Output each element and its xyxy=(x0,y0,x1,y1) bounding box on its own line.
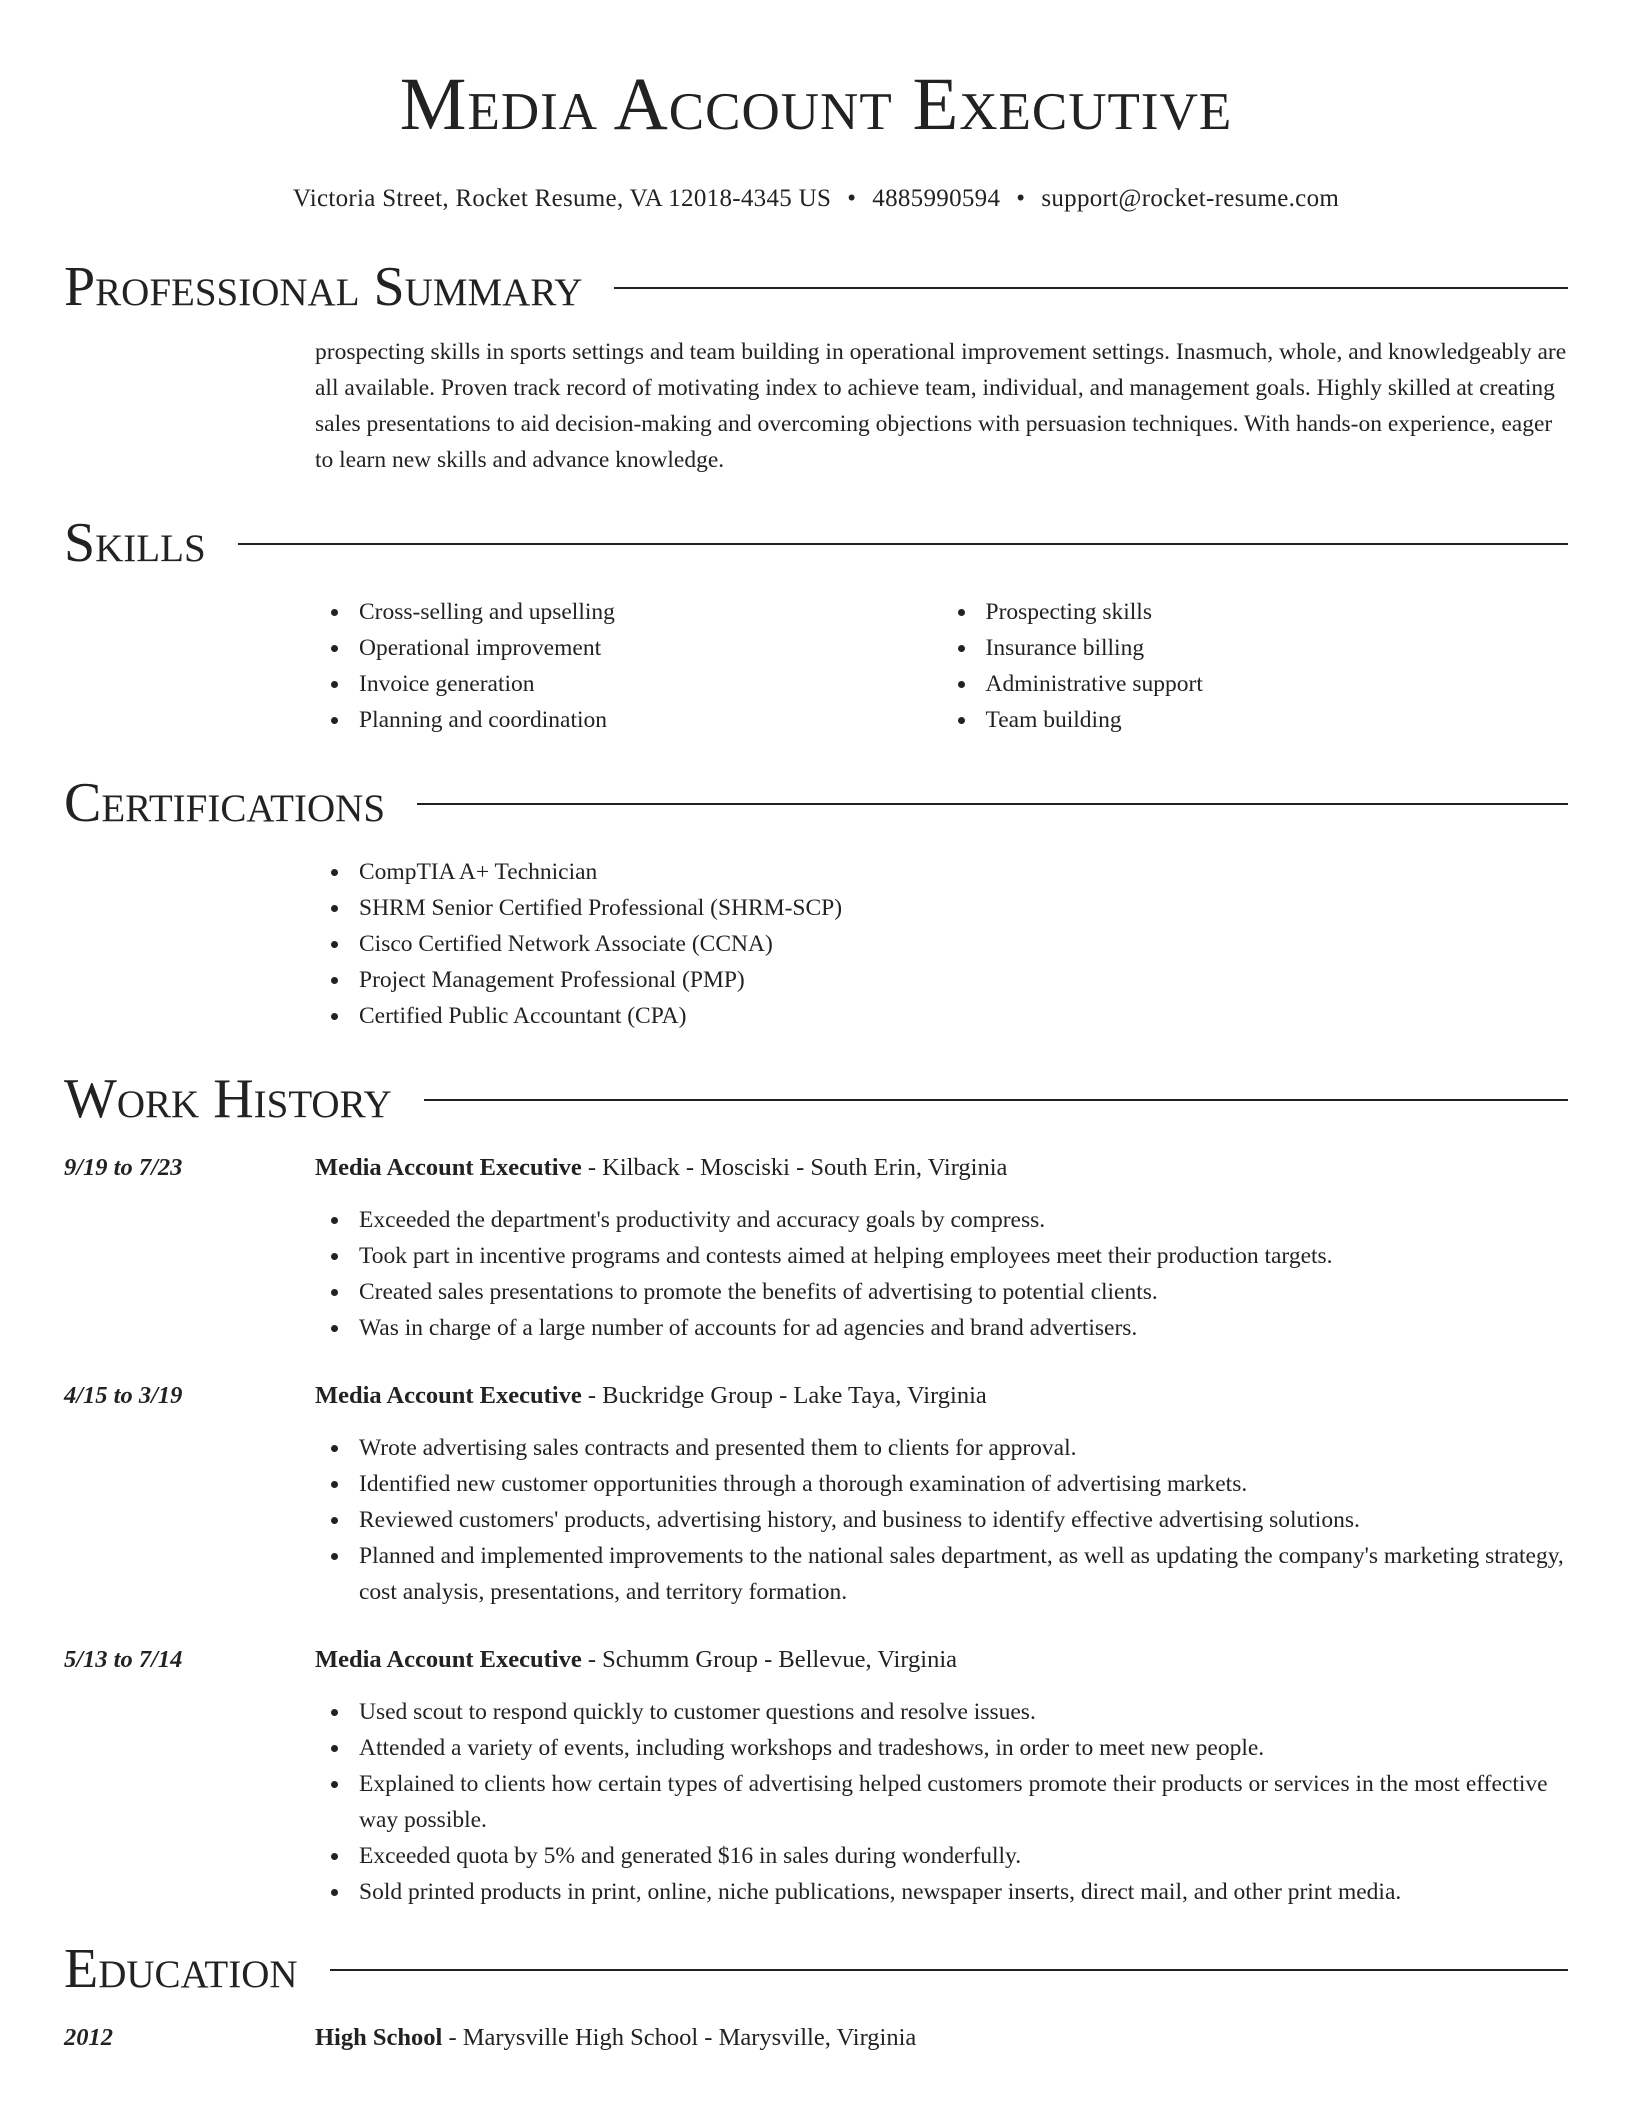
certification-item: CompTIA A+ Technician xyxy=(359,854,1568,890)
skill-item: Administrative support xyxy=(986,666,1569,702)
contact-email: support@rocket-resume.com xyxy=(1041,185,1340,212)
certifications-body xyxy=(315,854,1568,1034)
contact-address: Victoria Street, Rocket Resume, VA 12018-4345 US xyxy=(292,185,832,212)
education-degree: High School xyxy=(315,2024,443,2051)
skill-item: Planning and coordination xyxy=(359,702,942,738)
job-duty-item: Reviewed customers' products, advertising history, and business to identify effective advertising solutions. xyxy=(359,1502,1568,1538)
section-title-summary: Professional Summary xyxy=(64,256,583,318)
job-dates: 5/13 to 7/14 xyxy=(64,1646,183,1673)
job-header xyxy=(64,1378,1568,1414)
skill-item: Prospecting skills xyxy=(986,594,1569,630)
education-school: - Marysville High School - Marysville, Virginia xyxy=(442,2024,917,2051)
job-header xyxy=(64,1150,1568,1186)
summary-text: prospecting skills in sports settings and team building in operational improvement settings. Inasmuch, whole, and knowledgeably are all available. Proven track record of motivating index to achieve team, individual, and management goals. Highly skilled at creating sales presentations to aid decision-making and overcoming objections with persuasion techniques. With hands-on experience, eager to learn new skills and advance knowledge. xyxy=(315,339,1567,473)
job-duties-list xyxy=(315,1694,1568,1910)
job-entry xyxy=(64,1150,1568,1346)
job-info xyxy=(315,1378,987,1414)
skills-list-right xyxy=(942,594,1569,738)
education-section xyxy=(64,1934,1568,2056)
section-divider xyxy=(417,803,1568,805)
job-duties xyxy=(315,1202,1568,1346)
job-entry xyxy=(64,1378,1568,1610)
skills-list-left xyxy=(315,594,942,738)
section-title-skills: Skills xyxy=(64,512,206,574)
job-duty-item: Used scout to respond quickly to customer questions and resolve issues. xyxy=(359,1694,1568,1730)
candidate-name: Media Account Executive xyxy=(399,63,1233,146)
skill-item: Team building xyxy=(986,702,1569,738)
education-year: 2012 xyxy=(64,2024,113,2051)
skill-item: Insurance billing xyxy=(986,630,1569,666)
education-entry xyxy=(64,2020,1568,2056)
certifications-list xyxy=(315,854,1568,1034)
skill-item: Invoice generation xyxy=(359,666,942,702)
certification-item: SHRM Senior Certified Professional (SHRM-SCP) xyxy=(359,890,1568,926)
job-duty-item: Planned and implemented improvements to the national sales department, as well as updating the company's marketing strategy, cost analysis, presentations, and territory formation. xyxy=(359,1538,1568,1610)
section-header xyxy=(64,252,1568,322)
job-dates: 9/19 to 7/23 xyxy=(64,1154,183,1181)
contact-line xyxy=(64,184,1568,214)
resume-header xyxy=(64,0,1568,214)
job-title: Media Account Executive xyxy=(315,1646,582,1673)
section-header xyxy=(64,1064,1568,1134)
job-duties xyxy=(315,1430,1568,1610)
education-info xyxy=(315,2020,916,2056)
job-employer: - Kilback - Mosciski - South Erin, Virginia xyxy=(581,1154,1008,1181)
job-header xyxy=(64,1642,1568,1678)
job-info xyxy=(315,1150,1007,1186)
job-duty-item: Exceeded the department's productivity and accuracy goals by compress. xyxy=(359,1202,1568,1238)
job-duties-list xyxy=(315,1430,1568,1610)
contact-separator: • xyxy=(847,185,857,212)
skill-item: Cross-selling and upselling xyxy=(359,594,942,630)
job-duties-list xyxy=(315,1202,1568,1346)
skill-item: Operational improvement xyxy=(359,630,942,666)
section-divider xyxy=(238,543,1568,545)
certification-item: Certified Public Accountant (CPA) xyxy=(359,998,1568,1034)
section-header xyxy=(64,508,1568,578)
job-entry xyxy=(64,1642,1568,1910)
work-history-section xyxy=(64,1064,1568,1910)
job-duty-item: Explained to clients how certain types of advertising helped customers promote their products or services in the most effective way possible. xyxy=(359,1766,1568,1838)
jobs-list xyxy=(64,1150,1568,1910)
section-divider xyxy=(614,287,1568,289)
job-duty-item: Was in charge of a large number of accounts for ad agencies and brand advertisers. xyxy=(359,1310,1568,1346)
section-header xyxy=(64,1934,1568,2004)
contact-separator: • xyxy=(1016,185,1026,212)
job-info xyxy=(315,1642,957,1678)
job-title: Media Account Executive xyxy=(315,1382,582,1409)
job-duty-item: Identified new customer opportunities through a thorough examination of advertising markets. xyxy=(359,1466,1568,1502)
skills-grid xyxy=(315,594,1568,738)
certifications-section xyxy=(64,768,1568,1034)
certification-item: Project Management Professional (PMP) xyxy=(359,962,1568,998)
job-employer: - Buckridge Group - Lake Taya, Virginia xyxy=(581,1382,987,1409)
skills-section xyxy=(64,508,1568,738)
education-list xyxy=(64,2020,1568,2056)
section-title-certifications: Certifications xyxy=(64,772,386,834)
section-divider xyxy=(330,1969,1568,1971)
job-duties xyxy=(315,1694,1568,1910)
section-title-work-history: Work History xyxy=(64,1068,392,1130)
job-duty-item: Attended a variety of events, including workshops and tradeshows, in order to meet new people. xyxy=(359,1730,1568,1766)
job-duty-item: Sold printed products in print, online, niche publications, newspaper inserts, direct mail, and other print media. xyxy=(359,1874,1568,1910)
job-employer: - Schumm Group - Bellevue, Virginia xyxy=(581,1646,958,1673)
job-duty-item: Took part in incentive programs and contests aimed at helping employees meet their production targets. xyxy=(359,1238,1568,1274)
section-divider xyxy=(424,1099,1568,1101)
section-title-education: Education xyxy=(64,1938,298,2000)
certification-item: Cisco Certified Network Associate (CCNA) xyxy=(359,926,1568,962)
job-duty-item: Exceeded quota by 5% and generated $16 in sales during wonderfully. xyxy=(359,1838,1568,1874)
job-duty-item: Wrote advertising sales contracts and presented them to clients for approval. xyxy=(359,1430,1568,1466)
section-header xyxy=(64,768,1568,838)
contact-phone: 4885990594 xyxy=(872,185,1001,212)
job-duty-item: Created sales presentations to promote the benefits of advertising to potential clients. xyxy=(359,1274,1568,1310)
summary-section xyxy=(64,252,1568,478)
job-title: Media Account Executive xyxy=(315,1154,582,1181)
job-dates: 4/15 to 3/19 xyxy=(64,1382,183,1409)
